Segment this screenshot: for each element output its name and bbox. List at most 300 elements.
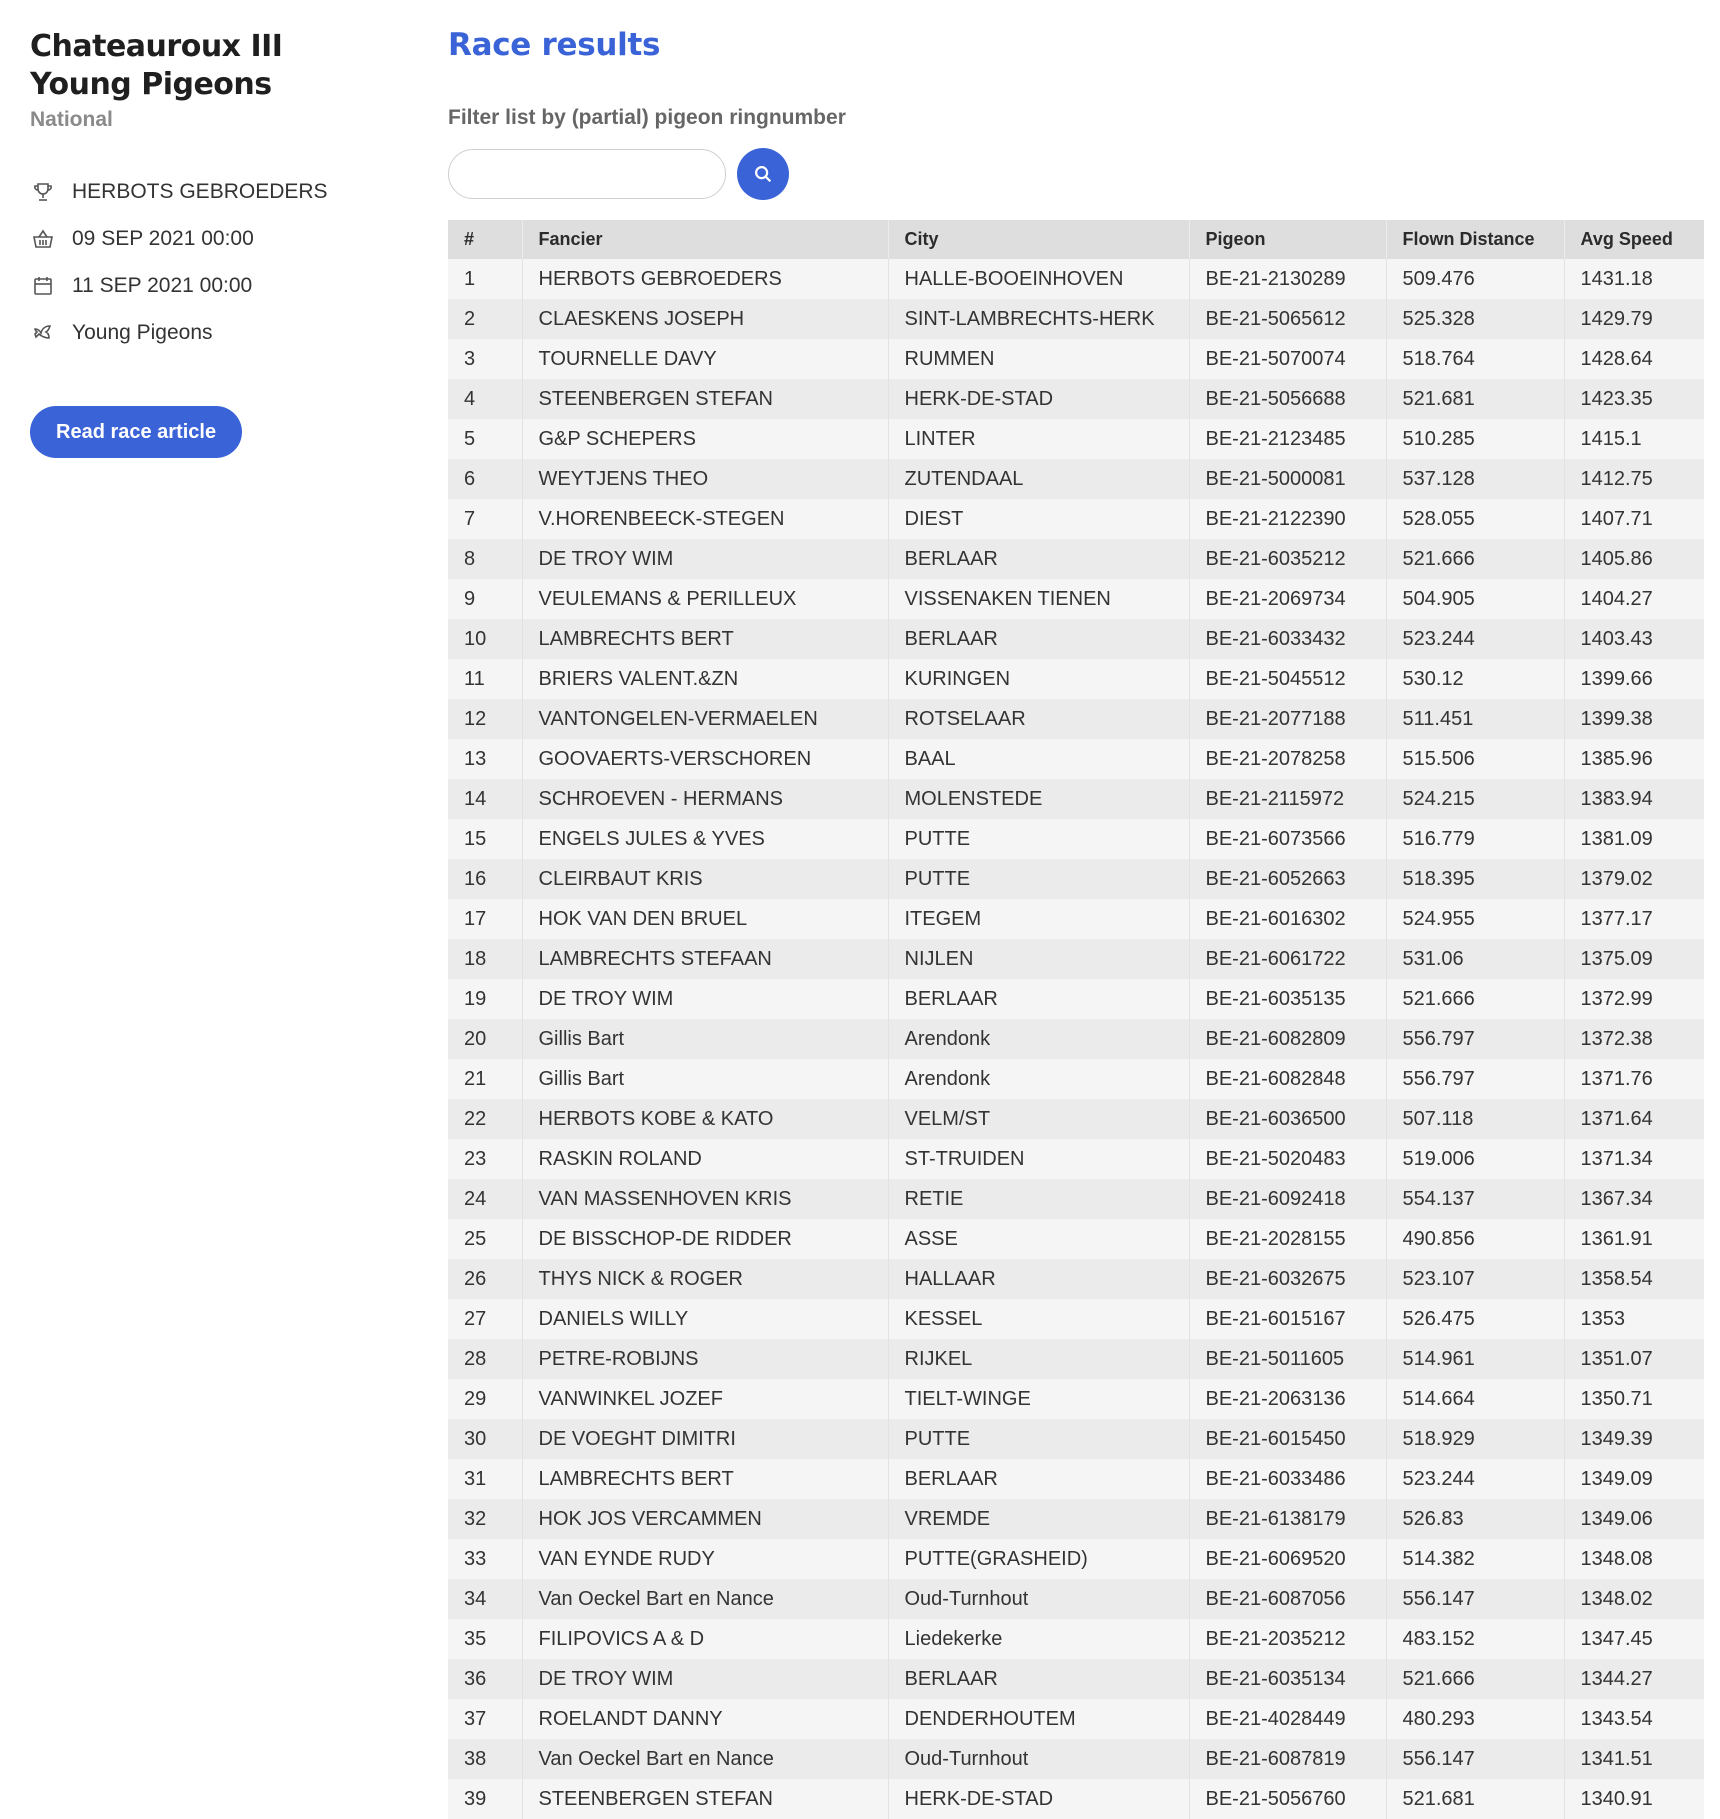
search-icon bbox=[752, 163, 774, 185]
cell-distance: 523.244 bbox=[1386, 619, 1564, 659]
cell-pigeon: BE-21-5020483 bbox=[1189, 1139, 1386, 1179]
cell-rank: 12 bbox=[448, 699, 522, 739]
cell-rank: 10 bbox=[448, 619, 522, 659]
cell-city: KURINGEN bbox=[888, 659, 1189, 699]
table-row bbox=[448, 739, 1704, 779]
table-row bbox=[448, 419, 1704, 459]
cell-pigeon: BE-21-2130289 bbox=[1189, 259, 1386, 299]
cell-pigeon: BE-21-6087056 bbox=[1189, 1579, 1386, 1619]
cell-distance: 507.118 bbox=[1386, 1099, 1564, 1139]
table-row bbox=[448, 539, 1704, 579]
cell-speed: 1431.18 bbox=[1564, 259, 1704, 299]
basket-date bbox=[30, 215, 390, 262]
cell-rank: 27 bbox=[448, 1299, 522, 1339]
cell-fancier: PETRE-ROBIJNS bbox=[522, 1339, 888, 1379]
cell-fancier: DE TROY WIM bbox=[522, 539, 888, 579]
cell-pigeon: BE-21-2077188 bbox=[1189, 699, 1386, 739]
cell-fancier: DE TROY WIM bbox=[522, 1659, 888, 1699]
table-row bbox=[448, 1259, 1704, 1299]
cell-city: BERLAAR bbox=[888, 619, 1189, 659]
cell-distance: 524.215 bbox=[1386, 779, 1564, 819]
cell-city: VELM/ST bbox=[888, 1099, 1189, 1139]
cell-speed: 1371.76 bbox=[1564, 1059, 1704, 1099]
cell-rank: 17 bbox=[448, 899, 522, 939]
table-row bbox=[448, 1499, 1704, 1539]
table-row bbox=[448, 1059, 1704, 1099]
race-category bbox=[30, 309, 390, 356]
race-meta-list bbox=[30, 168, 390, 356]
cell-speed: 1349.06 bbox=[1564, 1499, 1704, 1539]
cell-distance: 514.382 bbox=[1386, 1539, 1564, 1579]
race-type: National bbox=[30, 108, 113, 131]
cell-city: BERLAAR bbox=[888, 539, 1189, 579]
cell-distance: 521.681 bbox=[1386, 379, 1564, 419]
cell-distance: 521.666 bbox=[1386, 1659, 1564, 1699]
cell-rank: 37 bbox=[448, 1699, 522, 1739]
table-row bbox=[448, 979, 1704, 1019]
race-results-main bbox=[448, 20, 1704, 1819]
table-row bbox=[448, 1179, 1704, 1219]
release-date-text: 11 SEP 2021 00:00 bbox=[72, 273, 253, 297]
cell-pigeon: BE-21-6035134 bbox=[1189, 1659, 1386, 1699]
table-row bbox=[448, 1459, 1704, 1499]
race-title bbox=[30, 28, 390, 104]
column-header-city: City bbox=[888, 220, 1189, 259]
table-row bbox=[448, 1139, 1704, 1179]
cell-pigeon: BE-21-5011605 bbox=[1189, 1339, 1386, 1379]
cell-speed: 1405.86 bbox=[1564, 539, 1704, 579]
cell-distance: 526.475 bbox=[1386, 1299, 1564, 1339]
cell-speed: 1379.02 bbox=[1564, 859, 1704, 899]
pigeon-icon bbox=[30, 320, 56, 346]
table-row bbox=[448, 1579, 1704, 1619]
cell-fancier: LAMBRECHTS BERT bbox=[522, 1459, 888, 1499]
cell-distance: 554.137 bbox=[1386, 1179, 1564, 1219]
cell-rank: 32 bbox=[448, 1499, 522, 1539]
cell-pigeon: BE-21-2122390 bbox=[1189, 499, 1386, 539]
cell-speed: 1344.27 bbox=[1564, 1659, 1704, 1699]
cell-pigeon: BE-21-2028155 bbox=[1189, 1219, 1386, 1259]
cell-rank: 34 bbox=[448, 1579, 522, 1619]
table-row bbox=[448, 379, 1704, 419]
race-winner-text: HERBOTS GEBROEDERS bbox=[72, 179, 328, 203]
cell-speed: 1381.09 bbox=[1564, 819, 1704, 859]
cell-pigeon: BE-21-6073566 bbox=[1189, 819, 1386, 859]
cell-speed: 1348.02 bbox=[1564, 1579, 1704, 1619]
cell-rank: 9 bbox=[448, 579, 522, 619]
cell-speed: 1377.17 bbox=[1564, 899, 1704, 939]
table-row bbox=[448, 779, 1704, 819]
cell-city: BERLAAR bbox=[888, 1659, 1189, 1699]
cell-pigeon: BE-21-2069734 bbox=[1189, 579, 1386, 619]
cell-speed: 1415.1 bbox=[1564, 419, 1704, 459]
table-row bbox=[448, 1379, 1704, 1419]
cell-distance: 518.929 bbox=[1386, 1419, 1564, 1459]
cell-fancier: Van Oeckel Bart en Nance bbox=[522, 1579, 888, 1619]
cell-city: RETIE bbox=[888, 1179, 1189, 1219]
cell-fancier: VANWINKEL JOZEF bbox=[522, 1379, 888, 1419]
basket-date-text: 09 SEP 2021 00:00 bbox=[72, 226, 254, 250]
cell-rank: 14 bbox=[448, 779, 522, 819]
cell-speed: 1371.34 bbox=[1564, 1139, 1704, 1179]
cell-rank: 19 bbox=[448, 979, 522, 1019]
cell-pigeon: BE-21-6035135 bbox=[1189, 979, 1386, 1019]
cell-pigeon: BE-21-4028449 bbox=[1189, 1699, 1386, 1739]
cell-distance: 510.285 bbox=[1386, 419, 1564, 459]
cell-fancier: HERBOTS GEBROEDERS bbox=[522, 259, 888, 299]
cell-speed: 1412.75 bbox=[1564, 459, 1704, 499]
cell-rank: 11 bbox=[448, 659, 522, 699]
cell-distance: 504.905 bbox=[1386, 579, 1564, 619]
cell-speed: 1423.35 bbox=[1564, 379, 1704, 419]
table-row bbox=[448, 1619, 1704, 1659]
table-row bbox=[448, 899, 1704, 939]
cell-city: BERLAAR bbox=[888, 979, 1189, 1019]
cell-pigeon: BE-21-6032675 bbox=[1189, 1259, 1386, 1299]
basket-icon bbox=[30, 226, 56, 252]
cell-speed: 1349.09 bbox=[1564, 1459, 1704, 1499]
cell-city: PUTTE(GRASHEID) bbox=[888, 1539, 1189, 1579]
cell-rank: 36 bbox=[448, 1659, 522, 1699]
cell-pigeon: BE-21-6033432 bbox=[1189, 619, 1386, 659]
cell-city: SINT-LAMBRECHTS-HERK bbox=[888, 299, 1189, 339]
cell-city: HALLAAR bbox=[888, 1259, 1189, 1299]
cell-distance: 490.856 bbox=[1386, 1219, 1564, 1259]
cell-pigeon: BE-21-5000081 bbox=[1189, 459, 1386, 499]
cell-pigeon: BE-21-6092418 bbox=[1189, 1179, 1386, 1219]
cell-distance: 521.666 bbox=[1386, 979, 1564, 1019]
cell-fancier: RASKIN ROLAND bbox=[522, 1139, 888, 1179]
cell-speed: 1429.79 bbox=[1564, 299, 1704, 339]
cell-distance: 511.451 bbox=[1386, 699, 1564, 739]
cell-speed: 1349.39 bbox=[1564, 1419, 1704, 1459]
cell-city: NIJLEN bbox=[888, 939, 1189, 979]
cell-rank: 25 bbox=[448, 1219, 522, 1259]
cell-speed: 1399.38 bbox=[1564, 699, 1704, 739]
table-row bbox=[448, 1659, 1704, 1699]
cell-pigeon: BE-21-6052663 bbox=[1189, 859, 1386, 899]
cell-fancier: CLEIRBAUT KRIS bbox=[522, 859, 888, 899]
cell-distance: 518.764 bbox=[1386, 339, 1564, 379]
cell-pigeon: BE-21-5070074 bbox=[1189, 339, 1386, 379]
cell-city: VREMDE bbox=[888, 1499, 1189, 1539]
table-row bbox=[448, 1739, 1704, 1779]
table-row bbox=[448, 259, 1704, 299]
filter-label: Filter list by (partial) pigeon ringnumber bbox=[448, 106, 846, 129]
ringnumber-filter-input[interactable] bbox=[448, 149, 726, 199]
cell-rank: 35 bbox=[448, 1619, 522, 1659]
column-header-distance: Flown Distance bbox=[1386, 220, 1564, 259]
cell-rank: 31 bbox=[448, 1459, 522, 1499]
cell-distance: 515.506 bbox=[1386, 739, 1564, 779]
cell-fancier: VAN EYNDE RUDY bbox=[522, 1539, 888, 1579]
cell-fancier: Gillis Bart bbox=[522, 1059, 888, 1099]
column-header-pigeon: Pigeon bbox=[1189, 220, 1386, 259]
cell-pigeon: BE-21-2078258 bbox=[1189, 739, 1386, 779]
cell-pigeon: BE-21-6036500 bbox=[1189, 1099, 1386, 1139]
cell-rank: 1 bbox=[448, 259, 522, 299]
cell-rank: 30 bbox=[448, 1419, 522, 1459]
cell-pigeon: BE-21-6069520 bbox=[1189, 1539, 1386, 1579]
cell-rank: 5 bbox=[448, 419, 522, 459]
results-table-header bbox=[448, 220, 1704, 259]
cell-pigeon: BE-21-6015450 bbox=[1189, 1419, 1386, 1459]
cell-rank: 28 bbox=[448, 1339, 522, 1379]
cell-fancier: VEULEMANS & PERILLEUX bbox=[522, 579, 888, 619]
cell-pigeon: BE-21-5065612 bbox=[1189, 299, 1386, 339]
cell-speed: 1375.09 bbox=[1564, 939, 1704, 979]
cell-fancier: Gillis Bart bbox=[522, 1019, 888, 1059]
cell-distance: 556.147 bbox=[1386, 1739, 1564, 1779]
cell-speed: 1372.38 bbox=[1564, 1019, 1704, 1059]
table-row bbox=[448, 859, 1704, 899]
results-table-body bbox=[448, 259, 1704, 1819]
cell-fancier: HERBOTS KOBE & KATO bbox=[522, 1099, 888, 1139]
cell-rank: 24 bbox=[448, 1179, 522, 1219]
table-row bbox=[448, 699, 1704, 739]
cell-city: ROTSELAAR bbox=[888, 699, 1189, 739]
cell-distance: 524.955 bbox=[1386, 899, 1564, 939]
cell-fancier: DE VOEGHT DIMITRI bbox=[522, 1419, 888, 1459]
cell-city: ZUTENDAAL bbox=[888, 459, 1189, 499]
cell-speed: 1350.71 bbox=[1564, 1379, 1704, 1419]
table-row bbox=[448, 939, 1704, 979]
table-row bbox=[448, 819, 1704, 859]
cell-speed: 1371.64 bbox=[1564, 1099, 1704, 1139]
cell-city: Arendonk bbox=[888, 1059, 1189, 1099]
cell-distance: 516.779 bbox=[1386, 819, 1564, 859]
cell-rank: 22 bbox=[448, 1099, 522, 1139]
table-row bbox=[448, 299, 1704, 339]
cell-city: Liedekerke bbox=[888, 1619, 1189, 1659]
cell-fancier: GOOVAERTS-VERSCHOREN bbox=[522, 739, 888, 779]
cell-rank: 3 bbox=[448, 339, 522, 379]
cell-speed: 1340.91 bbox=[1564, 1779, 1704, 1819]
cell-rank: 39 bbox=[448, 1779, 522, 1819]
cell-speed: 1347.45 bbox=[1564, 1619, 1704, 1659]
cell-city: Arendonk bbox=[888, 1019, 1189, 1059]
table-row bbox=[448, 339, 1704, 379]
cell-distance: 509.476 bbox=[1386, 259, 1564, 299]
cell-distance: 523.244 bbox=[1386, 1459, 1564, 1499]
cell-speed: 1428.64 bbox=[1564, 339, 1704, 379]
table-row bbox=[448, 619, 1704, 659]
cell-rank: 16 bbox=[448, 859, 522, 899]
search-button[interactable] bbox=[737, 148, 789, 200]
table-row bbox=[448, 1299, 1704, 1339]
cell-rank: 15 bbox=[448, 819, 522, 859]
header-row bbox=[448, 220, 1704, 259]
cell-distance: 530.12 bbox=[1386, 659, 1564, 699]
cell-pigeon: BE-21-6015167 bbox=[1189, 1299, 1386, 1339]
cell-pigeon: BE-21-6082809 bbox=[1189, 1019, 1386, 1059]
cell-distance: 521.681 bbox=[1386, 1779, 1564, 1819]
cell-speed: 1383.94 bbox=[1564, 779, 1704, 819]
cell-pigeon: BE-21-2115972 bbox=[1189, 779, 1386, 819]
race-info-sidebar bbox=[30, 28, 390, 458]
race-title-line2: Young Pigeons bbox=[30, 67, 272, 102]
cell-rank: 23 bbox=[448, 1139, 522, 1179]
cell-city: PUTTE bbox=[888, 1419, 1189, 1459]
cell-speed: 1367.34 bbox=[1564, 1179, 1704, 1219]
cell-city: HALLE-BOOEINHOVEN bbox=[888, 259, 1189, 299]
page-title: Race results bbox=[448, 27, 661, 63]
table-row bbox=[448, 1099, 1704, 1139]
cell-distance: 526.83 bbox=[1386, 1499, 1564, 1539]
cell-fancier: WEYTJENS THEO bbox=[522, 459, 888, 499]
cell-speed: 1385.96 bbox=[1564, 739, 1704, 779]
cell-distance: 514.664 bbox=[1386, 1379, 1564, 1419]
cell-distance: 519.006 bbox=[1386, 1139, 1564, 1179]
calendar-icon bbox=[30, 273, 56, 299]
cell-speed: 1407.71 bbox=[1564, 499, 1704, 539]
cell-speed: 1341.51 bbox=[1564, 1739, 1704, 1779]
column-header-rank: # bbox=[448, 220, 522, 259]
cell-speed: 1361.91 bbox=[1564, 1219, 1704, 1259]
cell-city: PUTTE bbox=[888, 819, 1189, 859]
cell-speed: 1353 bbox=[1564, 1299, 1704, 1339]
cell-distance: 518.395 bbox=[1386, 859, 1564, 899]
cell-speed: 1404.27 bbox=[1564, 579, 1704, 619]
cell-distance: 531.06 bbox=[1386, 939, 1564, 979]
table-row bbox=[448, 1539, 1704, 1579]
cell-fancier: VAN MASSENHOVEN KRIS bbox=[522, 1179, 888, 1219]
cell-fancier: G&P SCHEPERS bbox=[522, 419, 888, 459]
cell-fancier: ENGELS JULES & YVES bbox=[522, 819, 888, 859]
cell-fancier: LAMBRECHTS STEFAAN bbox=[522, 939, 888, 979]
cell-distance: 525.328 bbox=[1386, 299, 1564, 339]
table-row bbox=[448, 1219, 1704, 1259]
cell-city: ASSE bbox=[888, 1219, 1189, 1259]
cell-fancier: STEENBERGEN STEFAN bbox=[522, 379, 888, 419]
race-title-line1: Chateauroux III bbox=[30, 29, 283, 64]
cell-fancier: Van Oeckel Bart en Nance bbox=[522, 1739, 888, 1779]
cell-city: DIEST bbox=[888, 499, 1189, 539]
cell-city: HERK-DE-STAD bbox=[888, 379, 1189, 419]
cell-pigeon: BE-21-6033486 bbox=[1189, 1459, 1386, 1499]
cell-pigeon: BE-21-5045512 bbox=[1189, 659, 1386, 699]
cell-city: TIELT-WINGE bbox=[888, 1379, 1189, 1419]
results-table bbox=[448, 220, 1704, 1819]
cell-pigeon: BE-21-5056760 bbox=[1189, 1779, 1386, 1819]
cell-speed: 1343.54 bbox=[1564, 1699, 1704, 1739]
cell-rank: 8 bbox=[448, 539, 522, 579]
cell-pigeon: BE-21-2123485 bbox=[1189, 419, 1386, 459]
cell-city: LINTER bbox=[888, 419, 1189, 459]
cell-speed: 1403.43 bbox=[1564, 619, 1704, 659]
cell-rank: 38 bbox=[448, 1739, 522, 1779]
cell-rank: 18 bbox=[448, 939, 522, 979]
cell-fancier: TOURNELLE DAVY bbox=[522, 339, 888, 379]
cell-city: ST-TRUIDEN bbox=[888, 1139, 1189, 1179]
cell-speed: 1399.66 bbox=[1564, 659, 1704, 699]
cell-fancier: ROELANDT DANNY bbox=[522, 1699, 888, 1739]
cell-fancier: THYS NICK & ROGER bbox=[522, 1259, 888, 1299]
cell-city: PUTTE bbox=[888, 859, 1189, 899]
cell-rank: 21 bbox=[448, 1059, 522, 1099]
cell-distance: 556.797 bbox=[1386, 1059, 1564, 1099]
filter-row bbox=[448, 148, 1704, 200]
cell-pigeon: BE-21-6082848 bbox=[1189, 1059, 1386, 1099]
cell-city: DENDERHOUTEM bbox=[888, 1699, 1189, 1739]
cell-speed: 1372.99 bbox=[1564, 979, 1704, 1019]
cell-city: BERLAAR bbox=[888, 1459, 1189, 1499]
cell-rank: 7 bbox=[448, 499, 522, 539]
cell-fancier: SCHROEVEN - HERMANS bbox=[522, 779, 888, 819]
cell-speed: 1351.07 bbox=[1564, 1339, 1704, 1379]
table-row bbox=[448, 579, 1704, 619]
cell-fancier: LAMBRECHTS BERT bbox=[522, 619, 888, 659]
table-row bbox=[448, 1339, 1704, 1379]
cell-pigeon: BE-21-6087819 bbox=[1189, 1739, 1386, 1779]
column-header-speed: Avg Speed bbox=[1564, 220, 1704, 259]
race-category-text: Young Pigeons bbox=[72, 320, 213, 344]
cell-city: MOLENSTEDE bbox=[888, 779, 1189, 819]
cell-distance: 537.128 bbox=[1386, 459, 1564, 499]
cell-pigeon: BE-21-2035212 bbox=[1189, 1619, 1386, 1659]
cell-speed: 1348.08 bbox=[1564, 1539, 1704, 1579]
cell-rank: 4 bbox=[448, 379, 522, 419]
cell-rank: 2 bbox=[448, 299, 522, 339]
column-header-fancier: Fancier bbox=[522, 220, 888, 259]
cell-pigeon: BE-21-6035212 bbox=[1189, 539, 1386, 579]
cell-fancier: V.HORENBEECK-STEGEN bbox=[522, 499, 888, 539]
cell-city: Oud-Turnhout bbox=[888, 1739, 1189, 1779]
cell-distance: 514.961 bbox=[1386, 1339, 1564, 1379]
cell-rank: 33 bbox=[448, 1539, 522, 1579]
table-row bbox=[448, 659, 1704, 699]
cell-fancier: CLAESKENS JOSEPH bbox=[522, 299, 888, 339]
cell-fancier: DE BISSCHOP-DE RIDDER bbox=[522, 1219, 888, 1259]
cell-city: RUMMEN bbox=[888, 339, 1189, 379]
cell-distance: 483.152 bbox=[1386, 1619, 1564, 1659]
read-race-article-button[interactable]: Read race article bbox=[30, 406, 242, 458]
cell-speed: 1358.54 bbox=[1564, 1259, 1704, 1299]
table-row bbox=[448, 459, 1704, 499]
table-row bbox=[448, 1019, 1704, 1059]
cell-distance: 521.666 bbox=[1386, 539, 1564, 579]
race-winner bbox=[30, 168, 390, 215]
cell-rank: 6 bbox=[448, 459, 522, 499]
cell-distance: 523.107 bbox=[1386, 1259, 1564, 1299]
cell-rank: 29 bbox=[448, 1379, 522, 1419]
cell-distance: 556.797 bbox=[1386, 1019, 1564, 1059]
cell-city: KESSEL bbox=[888, 1299, 1189, 1339]
cell-city: Oud-Turnhout bbox=[888, 1579, 1189, 1619]
cell-fancier: VANTONGELEN-VERMAELEN bbox=[522, 699, 888, 739]
cell-pigeon: BE-21-6138179 bbox=[1189, 1499, 1386, 1539]
cell-fancier: STEENBERGEN STEFAN bbox=[522, 1779, 888, 1819]
cell-fancier: BRIERS VALENT.&ZN bbox=[522, 659, 888, 699]
cell-pigeon: BE-21-6016302 bbox=[1189, 899, 1386, 939]
table-row bbox=[448, 499, 1704, 539]
cell-pigeon: BE-21-5056688 bbox=[1189, 379, 1386, 419]
cell-fancier: DANIELS WILLY bbox=[522, 1299, 888, 1339]
cell-pigeon: BE-21-2063136 bbox=[1189, 1379, 1386, 1419]
cell-distance: 480.293 bbox=[1386, 1699, 1564, 1739]
cell-distance: 556.147 bbox=[1386, 1579, 1564, 1619]
cell-city: ITEGEM bbox=[888, 899, 1189, 939]
release-date bbox=[30, 262, 390, 309]
cell-distance: 528.055 bbox=[1386, 499, 1564, 539]
cell-pigeon: BE-21-6061722 bbox=[1189, 939, 1386, 979]
cell-fancier: DE TROY WIM bbox=[522, 979, 888, 1019]
trophy-icon bbox=[30, 179, 56, 205]
cell-city: BAAL bbox=[888, 739, 1189, 779]
table-row bbox=[448, 1779, 1704, 1819]
cell-fancier: FILIPOVICS A & D bbox=[522, 1619, 888, 1659]
cell-rank: 26 bbox=[448, 1259, 522, 1299]
